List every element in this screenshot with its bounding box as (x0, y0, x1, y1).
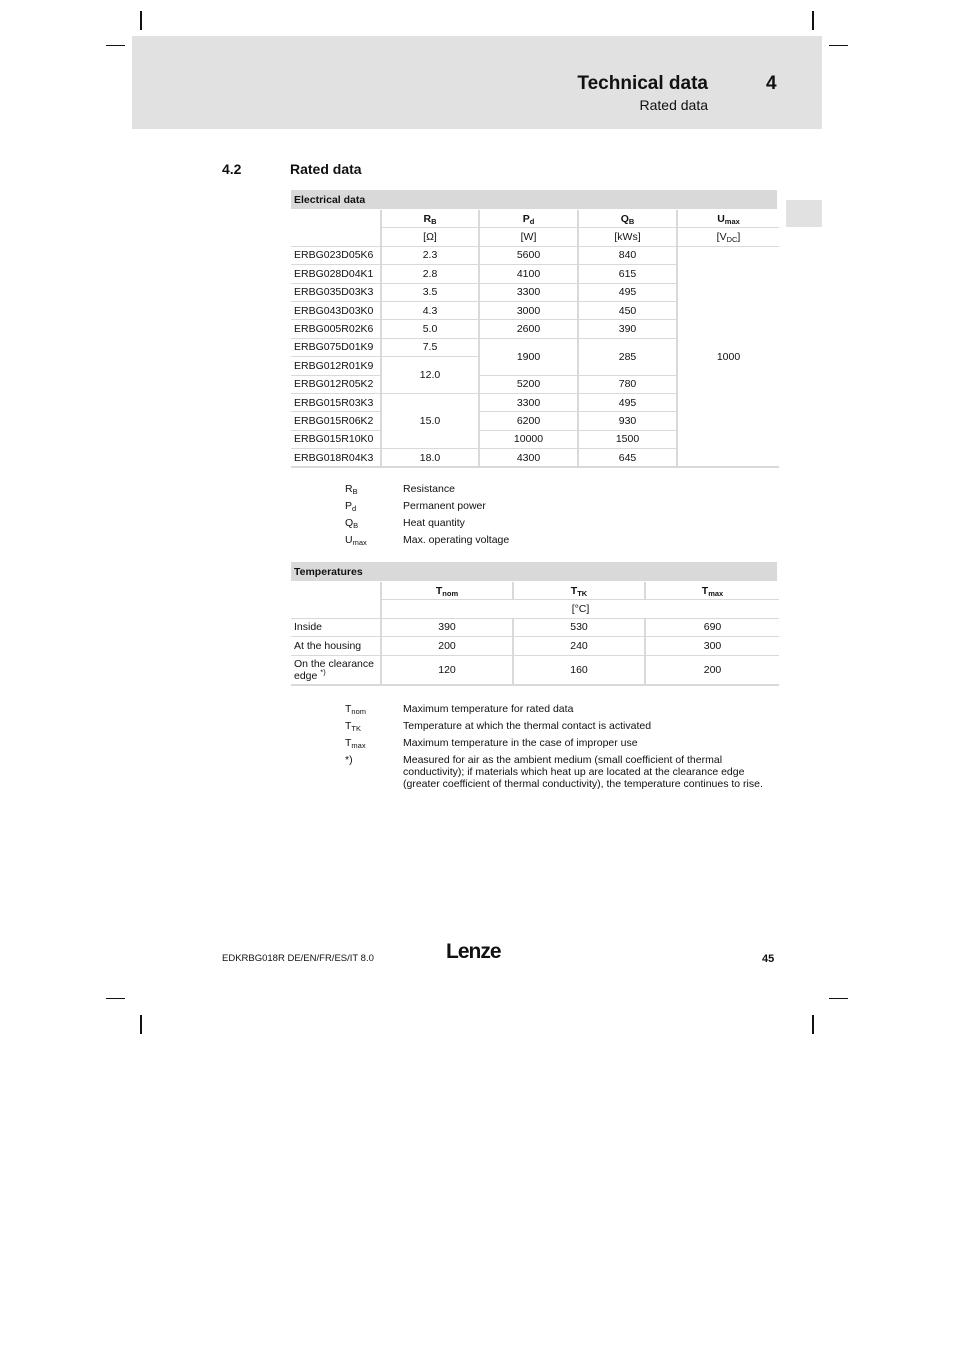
rb-cell: 2.3 (381, 246, 479, 264)
tnom-cell: 200 (381, 637, 513, 655)
temperatures-table-heading: Temperatures (291, 562, 777, 581)
legend-text: Resistance (403, 483, 455, 495)
crop-mark (140, 11, 142, 30)
electrical-unit-row (291, 228, 779, 246)
type-cell: ERBG015R03K3 (291, 393, 381, 411)
pd-cell: 2600 (479, 320, 578, 338)
type-cell: ERBG018R04K3 (291, 449, 381, 468)
electrical-data-table (291, 210, 779, 468)
row-label: Inside (291, 618, 381, 636)
document-code: EDKRBG018R DE/EN/FR/ES/IT 8.0 (222, 953, 374, 964)
crop-mark (829, 45, 848, 46)
column-header-umax: $U_{max}$ (677, 210, 779, 228)
electrical-table-heading: Electrical data (291, 190, 777, 209)
unit-celsius: [°C] (381, 600, 779, 618)
legend-symbol: $P_d$ (345, 500, 357, 513)
tmax-cell: 300 (645, 637, 779, 655)
lenze-logo: Lenze (446, 940, 501, 963)
qb-cell: 1500 (578, 430, 677, 448)
type-cell: ERBG075D01K9 (291, 338, 381, 356)
ttk-cell: 160 (513, 655, 645, 685)
table-row (291, 246, 779, 264)
side-tab-marker (786, 200, 822, 227)
table-row (291, 618, 779, 636)
legend-text: Permanent power (403, 500, 486, 512)
rb-cell: 7.5 (381, 338, 479, 356)
crop-mark (106, 45, 125, 46)
legend-text: Maximum temperature in the case of improper use (403, 737, 638, 749)
type-cell: ERBG035D03K3 (291, 283, 381, 301)
umax-cell: 1000 (677, 246, 779, 467)
rb-cell: 18.0 (381, 449, 479, 468)
type-cell: ERBG012R05K2 (291, 375, 381, 393)
crop-mark (106, 998, 125, 999)
type-cell: ERBG005R02K6 (291, 320, 381, 338)
pd-cell: 4100 (479, 265, 578, 283)
qb-cell: 495 (578, 393, 677, 411)
column-header-rb: $R_B$ (381, 210, 479, 228)
legend-text: Temperature at which the thermal contact is activated (403, 720, 652, 732)
legend-text: Max. operating voltage (403, 534, 510, 546)
tnom-cell: 390 (381, 618, 513, 636)
legend-symbol: $R_B$ (345, 483, 358, 496)
type-cell: ERBG023D05K6 (291, 246, 381, 264)
legend-symbol: $T_{nom}$ (345, 703, 367, 716)
row-label: At the housing (291, 637, 381, 655)
tmax-cell: 690 (645, 618, 779, 636)
qb-cell: 285 (578, 338, 677, 375)
table-row (291, 655, 779, 685)
chapter-title: Technical data (577, 73, 708, 94)
column-header-tnom: $T_{nom}$ (381, 582, 513, 600)
pd-cell: 5200 (479, 375, 578, 393)
row-label: On the clearance edge *) (291, 655, 381, 685)
legend-symbol: $Q_B$ (345, 517, 359, 530)
type-cell: ERBG043D03K0 (291, 301, 381, 319)
pd-cell: 10000 (479, 430, 578, 448)
type-cell: ERBG015R10K0 (291, 430, 381, 448)
unit-qb: [kWs] (578, 228, 677, 246)
pd-cell: 4300 (479, 449, 578, 468)
legend-symbol: $T_{TK}$ (345, 720, 362, 733)
legend-text: Measured for air as the ambient medium (small coefficient of thermal conductivity); if materials which heat up are located at the clearance edge (greater coefficient of thermal conductivity), the temperature continues to rise. (403, 754, 763, 790)
unit-rb: [Ω] (381, 228, 479, 246)
column-header-qb: $Q_B$ (578, 210, 677, 228)
rb-cell: 12.0 (381, 357, 479, 394)
section-number: 4.2 (222, 161, 242, 177)
temperatures-unit-row (291, 600, 779, 618)
ttk-cell: 530 (513, 618, 645, 636)
unit-umax: $[V_{DC}]$ (677, 228, 779, 246)
legend-symbol: $U_{max}$ (345, 534, 367, 547)
pd-cell: 5600 (479, 246, 578, 264)
pd-cell: 3300 (479, 283, 578, 301)
qb-cell: 645 (578, 449, 677, 468)
rb-cell: 15.0 (381, 393, 479, 448)
chapter-subtitle: Rated data (639, 97, 708, 113)
table-row (291, 637, 779, 655)
pd-cell: 6200 (479, 412, 578, 430)
pd-cell: 3300 (479, 393, 578, 411)
legend-text: Heat quantity (403, 517, 465, 529)
rb-cell: 5.0 (381, 320, 479, 338)
legend-symbol: *) (345, 754, 353, 766)
tnom-cell: 120 (381, 655, 513, 685)
column-header-tmax: $T_{max}$ (645, 582, 779, 600)
rb-cell: 3.5 (381, 283, 479, 301)
temperatures-header-row (291, 582, 779, 600)
column-header-pd: $P_d$ (479, 210, 578, 228)
qb-cell: 930 (578, 412, 677, 430)
qb-cell: 495 (578, 283, 677, 301)
legend-text: Maximum temperature for rated data (403, 703, 574, 715)
page-number: 45 (762, 953, 775, 965)
qb-cell: 780 (578, 375, 677, 393)
header-band (132, 36, 822, 129)
qb-cell: 450 (578, 301, 677, 319)
type-cell: ERBG015R06K2 (291, 412, 381, 430)
tmax-cell: 200 (645, 655, 779, 685)
section-title: Rated data (290, 161, 362, 177)
qb-cell: 390 (578, 320, 677, 338)
crop-mark (812, 1015, 814, 1034)
crop-mark (140, 1015, 142, 1034)
unit-pd: [W] (479, 228, 578, 246)
rb-cell: 4.3 (381, 301, 479, 319)
qb-cell: 615 (578, 265, 677, 283)
ttk-cell: 240 (513, 637, 645, 655)
chapter-number: 4 (766, 73, 777, 94)
column-header-ttk: $T_{TK}$ (513, 582, 645, 600)
pd-cell: 1900 (479, 338, 578, 375)
pd-cell: 3000 (479, 301, 578, 319)
temperatures-table (291, 582, 779, 686)
electrical-header-row (291, 210, 779, 228)
crop-mark (829, 998, 848, 999)
crop-mark (812, 11, 814, 30)
type-cell: ERBG012R01K9 (291, 357, 381, 375)
qb-cell: 840 (578, 246, 677, 264)
type-cell: ERBG028D04K1 (291, 265, 381, 283)
legend-symbol: $T_{max}$ (345, 737, 366, 750)
rb-cell: 2.8 (381, 265, 479, 283)
